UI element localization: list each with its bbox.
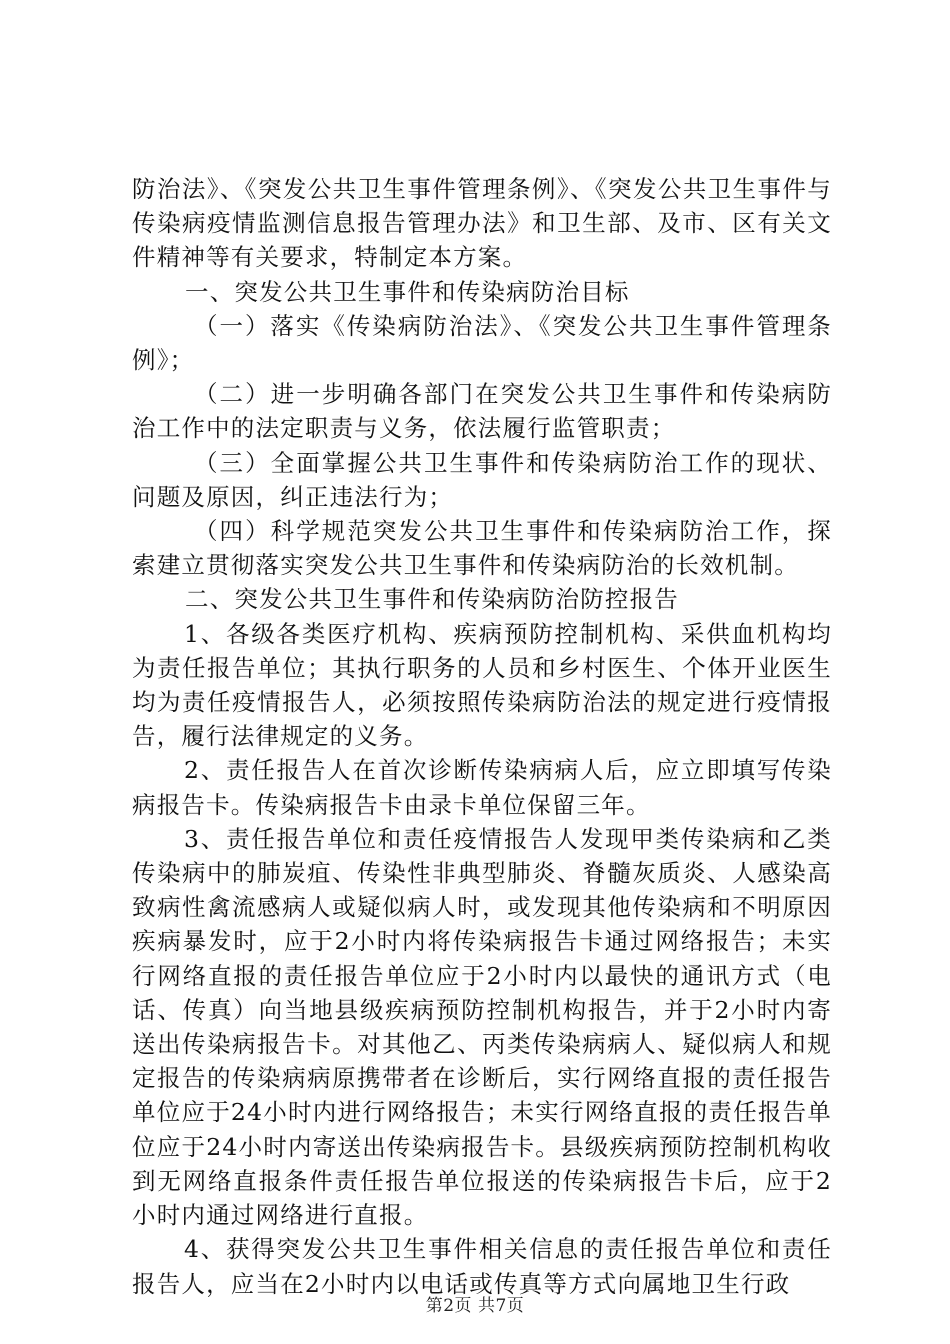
list-item-goal-1: （一）落实《传染病防治法》、《突发公共卫生事件管理条例》； (132, 311, 832, 375)
list-item-report-3: 3、责任报告单位和责任疫情报告人发现甲类传染病和乙类传染病中的肺炭疽、传染性非典型肺炎、脊髓灰质炎、人感染高致病性禽流感病人或疑似病人时，或发现其他传染病和不明原因疾病暴发时，应于2小时内将传染病报告卡通过网络报告；未实行网络直报的责任报告单位应于2小时内以最快的通讯方式（电话、传真）向当地县级疾病预防控制机构报告，并于2小时内寄送出传染病报告卡。对其他乙、丙类传染病病人、疑似病人和规定报告的传染病病原携带者在诊断后，实行网络直报的责任报告单位应于24小时内进行网络报告；未实行网络直报的责任报告单位应于24小时内寄送出传染病报告卡。县级疾病预防控制机构收到无网络直报条件责任报告单位报送的传染病报告卡后，应于2小时内通过网络进行直报。 (132, 824, 832, 1230)
paragraph-intro: 防治法》、《突发公共卫生事件管理条例》、《突发公共卫生事件与传染病疫情监测信息报告管理办法》和卫生部、及市、区有关文件精神等有关要求，特制定本方案。 (132, 175, 832, 272)
section-heading-reporting: 二、突发公共卫生事件和传染病防治防控报告 (185, 585, 679, 614)
list-item-goal-3: （三）全面掌握公共卫生事件和传染病防治工作的现状、问题及原因，纠正违法行为； (132, 448, 832, 511)
list-item-report-1: 1、各级各类医疗机构、疾病预防控制机构、采供血机构均为责任报告单位；其执行职务的人员和乡村医生、个体开业医生均为责任疫情报告人，必须按照传染病防治法的规定进行疫情报告，履行法律规定的义务。 (132, 619, 832, 751)
document-body (132, 172, 832, 1301)
list-item-goal-4: （四）科学规范突发公共卫生事件和传染病防治工作，探索建立贯彻落实突发公共卫生事件和传染病防治的长效机制。 (132, 517, 832, 580)
page-number-footer: 第2页 共7页 (425, 1296, 525, 1316)
list-item-report-2: 2、责任报告人在首次诊断传染病病人后，应立即填写传染病报告卡。传染病报告卡由录卡单位保留三年。 (132, 756, 832, 819)
list-item-goal-2: （二）进一步明确各部门在突发公共卫生事件和传染病防治工作中的法定职责与义务，依法履行监管职责； (132, 380, 832, 443)
section-heading-goals: 一、突发公共卫生事件和传染病防治目标 (185, 277, 630, 306)
list-item-report-4: 4、获得突发公共卫生事件相关信息的责任报告单位和责任报告人，应当在2小时内以电话或传真等方式向属地卫生行政 (132, 1235, 832, 1298)
